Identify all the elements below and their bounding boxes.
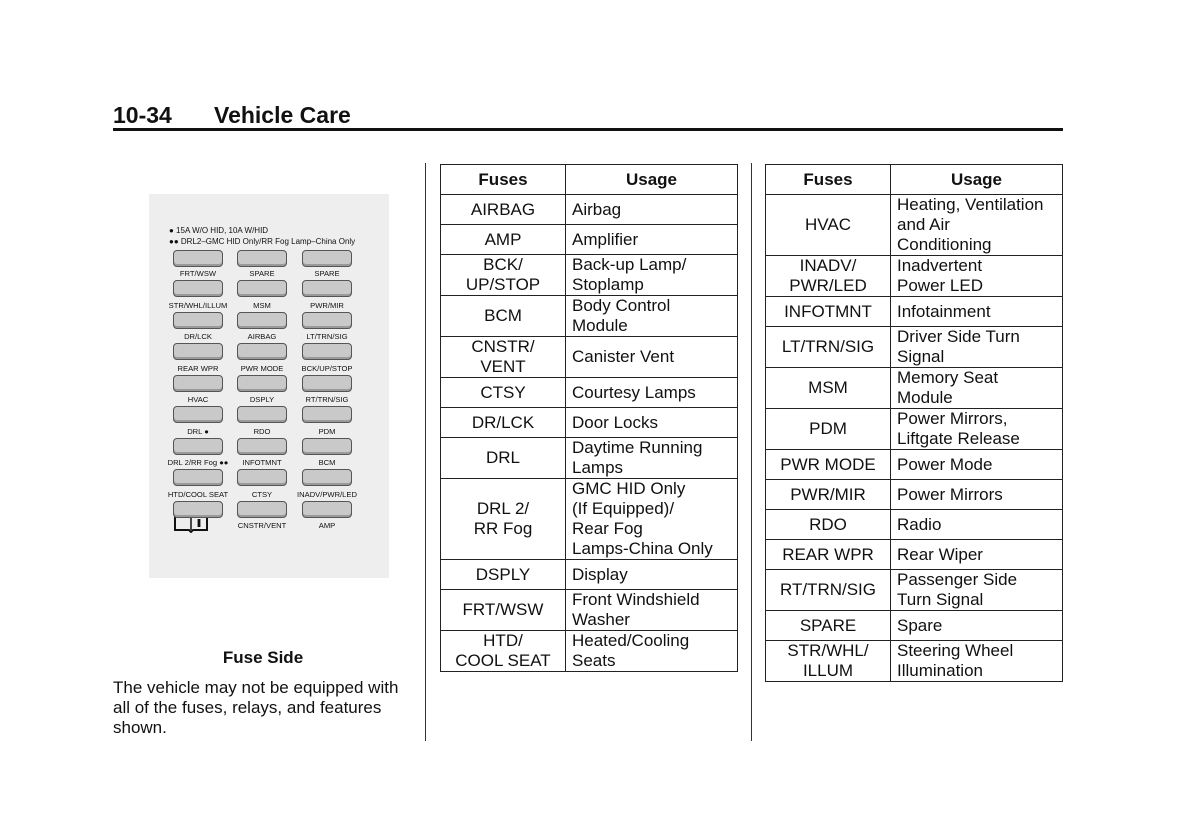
table-row <box>441 296 738 337</box>
table-row <box>766 641 1063 682</box>
fuse-usage-cell: Front Windshield Washer <box>566 590 738 631</box>
fuse-label: LT/TRN/SIG <box>306 332 348 341</box>
fuse-name-cell: MSM <box>766 368 891 409</box>
fuse-usage-cell: Driver Side Turn Signal <box>891 327 1063 368</box>
fuse-usage-cell: GMC HID Only (If Equipped)/ Rear Fog Lamps-China Only <box>566 479 738 560</box>
fuse-slot <box>173 469 223 486</box>
page-title: Vehicle Care <box>214 102 351 128</box>
table-row <box>766 297 1063 327</box>
table-row <box>766 195 1063 256</box>
fuse-label: PDM <box>318 426 336 436</box>
fuse-label: HVAC <box>187 395 209 404</box>
fuse-label: RT/TRN/SIG <box>305 395 349 404</box>
fuse-slot <box>237 280 287 297</box>
fuse-usage-cell: Inadvertent Power LED <box>891 256 1063 297</box>
table-row <box>441 590 738 631</box>
fuse-usage-cell: Power Mode <box>891 450 1063 480</box>
table-row <box>441 560 738 590</box>
table-row <box>441 195 738 225</box>
fuse-slot <box>173 406 223 423</box>
fuse-label: STR/WHL/ILLUM <box>168 300 228 310</box>
header-fuses: Fuses <box>766 165 891 195</box>
fuse-label: RDO <box>253 426 271 436</box>
fuse-name-cell: CTSY <box>441 378 566 408</box>
fuse-name-cell: LT/TRN/SIG <box>766 327 891 368</box>
fuse-label: CTSY <box>251 489 273 499</box>
table-row <box>766 611 1063 641</box>
fuse-label: DRL 2/RR Fog ●● <box>167 458 229 467</box>
equipment-note: The vehicle may not be equipped with all of the fuses, relays, and features shown. <box>113 678 399 737</box>
fuse-label: CNSTR/VENT <box>237 521 287 530</box>
fuse-usage-cell: Spare <box>891 611 1063 641</box>
fuse-name-cell: AIRBAG <box>441 195 566 225</box>
fuse-slot <box>237 438 287 455</box>
fuse-name-cell: BCK/ UP/STOP <box>441 255 566 296</box>
fuse-slot <box>237 501 287 518</box>
table-row <box>766 409 1063 450</box>
fuse-slot <box>237 343 287 360</box>
fuse-usage-cell: Power Mirrors, Liftgate Release <box>891 409 1063 450</box>
table-row <box>441 337 738 378</box>
fuse-slot <box>302 280 352 297</box>
fuse-table-left <box>440 164 738 672</box>
fuse-slot <box>302 250 352 267</box>
fuse-label: DR/LCK <box>184 332 212 341</box>
fuse-usage-cell: Display <box>566 560 738 590</box>
column-divider-left <box>425 163 426 741</box>
fuse-block-diagram <box>149 194 389 578</box>
fuse-slot <box>237 375 287 392</box>
fuse-slot <box>237 469 287 486</box>
fuse-usage-cell: Body Control Module <box>566 296 738 337</box>
fuse-slot <box>302 406 352 423</box>
fuse-label: SPARE <box>314 269 340 278</box>
table-row <box>766 510 1063 540</box>
fuse-usage-cell: Canister Vent <box>566 337 738 378</box>
fuse-label: PWR/MIR <box>310 300 344 310</box>
table-row <box>766 480 1063 510</box>
fuse-usage-cell: Infotainment <box>891 297 1063 327</box>
fuse-slot <box>237 250 287 267</box>
fuse-name-cell: SPARE <box>766 611 891 641</box>
header-fuses: Fuses <box>441 165 566 195</box>
fuse-name-cell: RT/TRN/SIG <box>766 570 891 611</box>
fuse-usage-cell: Rear Wiper <box>891 540 1063 570</box>
fuse-slot <box>173 438 223 455</box>
fuse-name-cell: PWR MODE <box>766 450 891 480</box>
table-row <box>441 378 738 408</box>
fuse-slot <box>173 501 223 518</box>
header-rule <box>113 128 1063 131</box>
fuse-slot <box>302 312 352 329</box>
fuse-name-cell: DR/LCK <box>441 408 566 438</box>
table-header-row <box>766 165 1063 195</box>
fuse-label: INADV/PWR/LED <box>297 489 357 499</box>
fuse-usage-cell: Heating, Ventilation and Air Conditioning <box>891 195 1063 256</box>
table-row <box>766 540 1063 570</box>
fuse-name-cell: AMP <box>441 225 566 255</box>
table-row <box>441 255 738 296</box>
fuse-label: DSPLY <box>249 395 275 404</box>
fuse-label: DRL ● <box>187 426 209 436</box>
fuse-name-cell: DRL 2/ RR Fog <box>441 479 566 560</box>
table-row <box>766 450 1063 480</box>
fuse-name-cell: FRT/WSW <box>441 590 566 631</box>
fuse-usage-cell: Door Locks <box>566 408 738 438</box>
fuse-slot <box>237 312 287 329</box>
fuse-slot <box>302 375 352 392</box>
fuse-name-cell: PDM <box>766 409 891 450</box>
fuse-name-cell: DSPLY <box>441 560 566 590</box>
fuse-slot <box>302 469 352 486</box>
header-usage: Usage <box>566 165 738 195</box>
fuse-name-cell: BCM <box>441 296 566 337</box>
fuse-name-cell: REAR WPR <box>766 540 891 570</box>
table-row <box>766 327 1063 368</box>
fuse-usage-cell: Memory Seat Module <box>891 368 1063 409</box>
fuse-slot <box>173 312 223 329</box>
fuse-label: PWR MODE <box>240 363 284 373</box>
fuse-label: REAR WPR <box>177 363 219 373</box>
fuse-name-cell: CNSTR/ VENT <box>441 337 566 378</box>
table-row <box>766 368 1063 409</box>
fuse-label: SPARE <box>249 269 275 278</box>
fuse-slot <box>173 375 223 392</box>
fuse-name-cell: RDO <box>766 510 891 540</box>
fuse-usage-cell: Daytime Running Lamps <box>566 438 738 479</box>
table-row <box>441 438 738 479</box>
diagram-caption: Fuse Side <box>222 648 304 667</box>
fuse-label: MSM <box>253 300 271 310</box>
page-number: 10-34 <box>113 102 172 128</box>
fuse-table-right <box>765 164 1063 682</box>
fuse-label: HTD/COOL SEAT <box>167 489 229 499</box>
fuse-usage-cell: Steering Wheel Illumination <box>891 641 1063 682</box>
fuse-label: INFOTMNT <box>242 458 282 467</box>
table-row <box>766 256 1063 297</box>
fuse-usage-cell: Airbag <box>566 195 738 225</box>
fuse-label: BCK/UP/STOP <box>301 363 353 373</box>
fuse-name-cell: INADV/ PWR/LED <box>766 256 891 297</box>
fuse-name-cell: INFOTMNT <box>766 297 891 327</box>
diagram-note-1: ● 15A W/O HID, 10A W/HID <box>169 226 269 235</box>
fuse-slot <box>173 250 223 267</box>
fuse-slot <box>302 343 352 360</box>
table-row <box>441 408 738 438</box>
fuse-name-cell: HTD/ COOL SEAT <box>441 631 566 672</box>
table-row <box>766 570 1063 611</box>
table-row <box>441 479 738 560</box>
table-row <box>441 631 738 672</box>
table-row <box>441 225 738 255</box>
fuse-name-cell: PWR/MIR <box>766 480 891 510</box>
fuse-slot <box>237 406 287 423</box>
fuse-label: BCM <box>318 458 336 467</box>
fuse-usage-cell: Amplifier <box>566 225 738 255</box>
fuse-usage-cell: Radio <box>891 510 1063 540</box>
fuse-usage-cell: Back-up Lamp/ Stoplamp <box>566 255 738 296</box>
fuse-label: AMP <box>318 521 336 530</box>
fuse-name-cell: DRL <box>441 438 566 479</box>
column-divider-right <box>751 163 752 741</box>
fuse-usage-cell: Power Mirrors <box>891 480 1063 510</box>
fuse-name-cell: STR/WHL/ ILLUM <box>766 641 891 682</box>
fuse-label: AIRBAG <box>247 332 277 341</box>
fuse-slot <box>173 280 223 297</box>
header-usage: Usage <box>891 165 1063 195</box>
fuse-slot <box>302 438 352 455</box>
fuse-slot <box>302 501 352 518</box>
fuse-usage-cell: Heated/Cooling Seats <box>566 631 738 672</box>
fuse-usage-cell: Courtesy Lamps <box>566 378 738 408</box>
table-header-row <box>441 165 738 195</box>
fuse-name-cell: HVAC <box>766 195 891 256</box>
fuse-usage-cell: Passenger Side Turn Signal <box>891 570 1063 611</box>
diagram-note-2: ●● DRL2–GMC HID Only/RR Fog Lamp–China Only <box>169 237 356 246</box>
fuse-label: FRT/WSW <box>179 269 217 278</box>
fuse-slot <box>173 343 223 360</box>
